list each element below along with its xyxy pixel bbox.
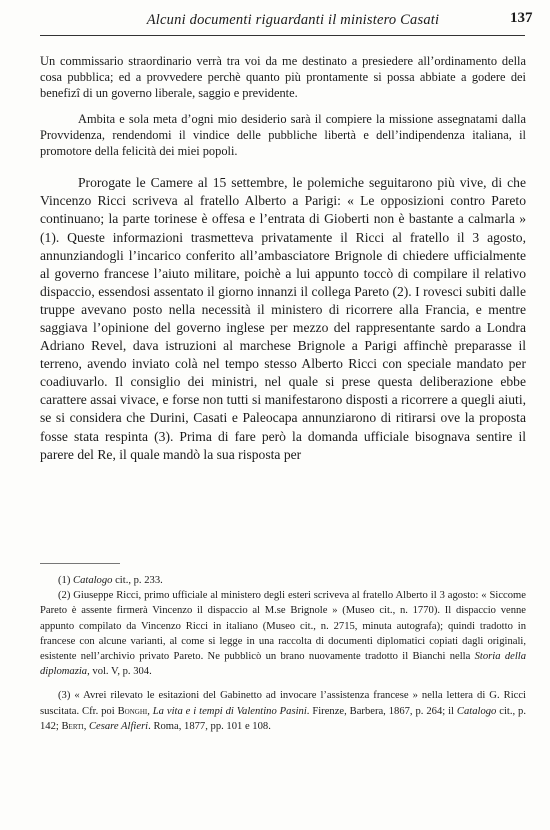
- footnote-2: [40, 588, 526, 679]
- footnote-3: [40, 688, 526, 734]
- footnote-3-sep-1: ,: [147, 705, 153, 717]
- footnote-1-number: (1): [58, 575, 71, 586]
- footnote-3-sep-2: ,: [83, 720, 89, 732]
- footnote-ref-2: 2: [396, 283, 404, 299]
- paragraph-main-part-4: ). Prima di fare però la domanda ufficiale bisognava sentire il parere del Re, il quale mandò la sua risposta per: [40, 428, 527, 462]
- footnote-3-title-alfieri: Cesare Alfieri: [88, 720, 149, 732]
- footnote-3-author-bonghi: Bonghi: [117, 705, 148, 717]
- running-title: Alcuni documenti riguardanti il ministero Casati: [146, 12, 440, 28]
- paragraph-proclamation-closing: Ambita e sola meta d’ogni mio desiderio sarà il compiere la missione assegnatami dalla Provvidenza, rendendomi il vindice delle pubbliche libertà e dell’indipendenza italiana, il promotore della felicità dei miei popoli.: [40, 111, 526, 159]
- footnote-1-text: cit., p. 233.: [112, 575, 163, 586]
- footnote-3-text: « Avrei rilevato le esitazioni del Gabinetto ad invocare l’assistenza francese » nella lettera di G. Ricci suscitata. Cfr. poi: [40, 690, 526, 717]
- footnote-3-title-pasini: La vita e i tempi di Valentino Pasini: [152, 705, 307, 717]
- paragraph-main: [40, 174, 526, 464]
- body-text: [40, 53, 526, 464]
- footnote-2-number: (2): [58, 590, 71, 602]
- page-number: 137: [510, 10, 533, 26]
- footnote-3-text-3: cit., p. 142;: [40, 705, 527, 732]
- footnote-ref-3: 3: [158, 428, 166, 444]
- paragraph-main-part-1: Prorogate le Camere al 15 settembre, le polemiche seguitarono più vive, di che Vincenzo Ricci scriveva al fratello Alberto a Parigi: « Le opposizioni contro Pareto continuano; la parte torinese è offesa e l’entrata di Gioberti non è bastante a calmarla » (: [40, 175, 526, 245]
- footnote-2-text-end: , vol. V, p. 304.: [87, 666, 152, 678]
- footnote-3-number: (3): [58, 690, 71, 702]
- paragraph-proclamation-end: Un commissario straordinario verrà tra voi da me destinato a presiedere all’ordinamento della cosa pubblica; ed a provvedere perchè quanto più prontamente si possa abbiate a godere dei benefizî di un governo liberale, saggio e previdente.: [40, 54, 526, 101]
- footnotes: [40, 573, 526, 734]
- footnote-3-author-berti: Berti: [61, 720, 84, 732]
- footnote-2-text: Giuseppe Ricci, primo ufficiale al ministero degli esteri scriveva al fratello Alberto il 3 agosto: « Siccome Pareto è assente firmerà Vincenzo il dispaccio al M.se Brignole » (Museo cit., n. 1770). Il dispaccio venne appunto compilato da Vincenzo Ricci in italiano (Museo cit., n. 2715, minuta autografa); quindi tradotto in francese con alcune varianti, al come si legge in una raccolta di documenti diplomatici copiati dagli originali, esistente nell’archivio privato Pareto. Ne pubblicò un brano nuovamente tradotto il Bianchi nella: [40, 590, 526, 663]
- footnote-3-text-end: . Roma, 1877, pp. 101 e 108.: [148, 720, 271, 732]
- footnote-rule: [40, 563, 120, 564]
- footnote-1: [40, 573, 526, 588]
- footnote-2-title: Storia della diplomazia: [40, 651, 526, 678]
- footnote-3-title-catalogo: Catalogo: [456, 705, 497, 717]
- footnote-3-text-2: . Firenze, Barbera, 1867, p. 264; il: [306, 705, 457, 717]
- footnote-1-title: Catalogo: [73, 575, 113, 586]
- paragraph-main-part-2: ). Queste informazioni trasmetteva privatamente il Ricci al fratello il 3 agosto, annunziandogli l’incarico conferito all’ambasciatore Brignole di chiedere ufficialmente al governo francese l’aiuto militare, poichè a lui appunto toccò di compilare il relativo dispaccio, essendosi assentato il giorno innanzi il collega Pareto (: [40, 229, 526, 299]
- header-rule: [40, 35, 525, 36]
- paragraph-main-part-3: ). I rovesci subiti dalle truppe avevano posto nella necessità il ministero di ricorrere alla Francia, e mentre saggiava l’opinione del governo inglese per mezzo del rappresentante sardo a Londra Adriano Revel, dava istruzioni al marchese Brignole a Parigi affinchè preparasse il terreno, avendo inviato colà nel tempo stesso Alberto Ricci con speciale mandato per coadiuvarlo. Il consiglio dei ministri, nel quale si prese questa deliberazione ebbe carattere assai vivace, e forse non tutti si manifestarono disposti a ricorrere a quegli aiuti, se si considera che Durini, Casati e Paleocapa annunziarono di ritirarsi ove la proposta fosse stata respinta (: [40, 283, 526, 444]
- footnote-ref-1: 1: [44, 229, 52, 245]
